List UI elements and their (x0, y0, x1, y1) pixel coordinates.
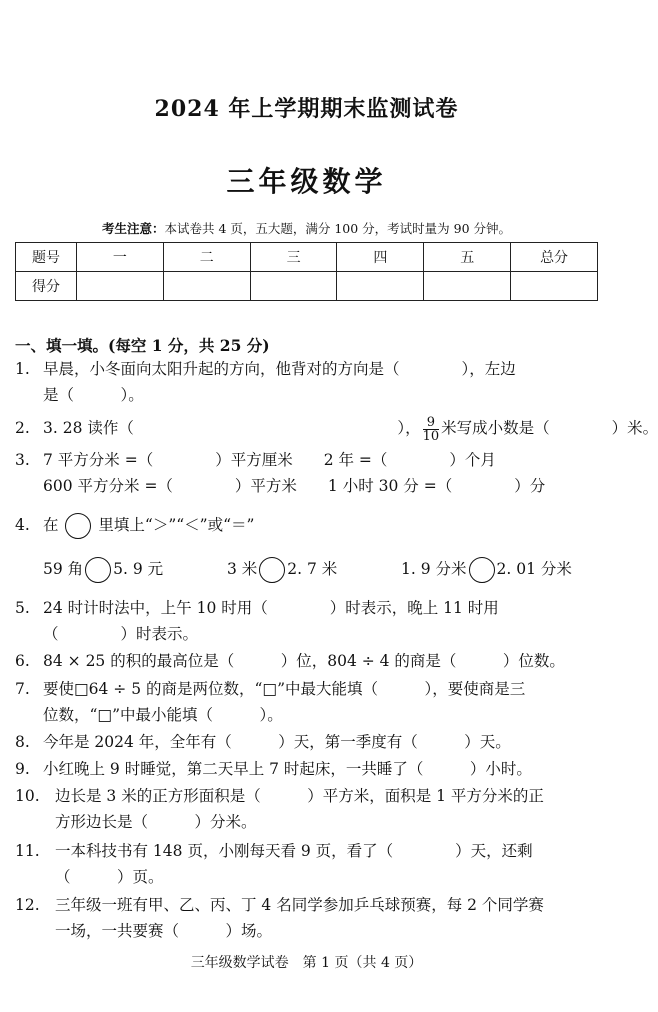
question-number: 7. (15, 680, 30, 698)
question-number: 1. (15, 360, 30, 378)
question-5 (15, 595, 600, 647)
question-text-part: 里填上“＞”“＜”或“＝” (98, 516, 255, 534)
compare-right: 5. 9 元 (113, 560, 164, 578)
question-text (43, 415, 658, 443)
question-text: 早晨，小冬面向太阳升起的方向，他背对的方向是（ ），左边 (43, 360, 516, 378)
score-header-cell: 总分 (511, 243, 598, 272)
compare-item-1 (43, 556, 163, 583)
question-text: 小红晚上 9 时睡觉，第二天早上 7 时起床，一共睡了（ ）小时。 (43, 760, 532, 778)
question-4 (15, 510, 600, 582)
question-text: （ ）时表示。 (43, 625, 199, 643)
score-input-cell[interactable] (250, 272, 337, 301)
exam-notice (0, 219, 613, 237)
score-input-cell[interactable] (424, 272, 511, 301)
score-table-header-row (16, 243, 598, 272)
question-number: 2. (15, 419, 30, 437)
question-number: 10. (15, 787, 40, 805)
compare-left: 1. 9 分米 (401, 560, 467, 578)
compare-right: 2. 7 米 (287, 560, 338, 578)
question-3 (15, 447, 600, 499)
exam-title: 2024 年上学期期末监测试卷 (154, 96, 459, 122)
question-11 (15, 838, 600, 890)
score-input-cell[interactable] (337, 272, 424, 301)
answer-circle[interactable] (469, 557, 495, 583)
question-9 (15, 756, 600, 782)
section-title: 一、填一填。(每空 1 分，共 25 分) (15, 336, 270, 355)
question-2 (15, 414, 658, 444)
page-footer: 三年级数学试卷 第 1 页（共 4 页） (190, 955, 423, 971)
question-10 (15, 783, 600, 835)
question-number: 4. (15, 516, 30, 534)
question-text: （ ）页。 (55, 868, 164, 886)
score-input-cell[interactable] (77, 272, 164, 301)
fraction-denominator: 10 (422, 428, 440, 444)
question-text-part: 3. 28 读作（ ）， (43, 419, 421, 437)
score-row-label: 得分 (16, 272, 77, 301)
score-header-cell: 题号 (16, 243, 77, 272)
question-text (43, 512, 254, 539)
compare-right: 2. 01 分米 (496, 560, 572, 578)
question-7 (15, 676, 600, 728)
score-header-cell: 五 (424, 243, 511, 272)
question-number: 8. (15, 733, 30, 751)
score-input-cell[interactable] (511, 272, 598, 301)
question-1 (15, 356, 600, 408)
compare-item-2 (227, 556, 337, 583)
question-12 (15, 892, 600, 944)
question-number: 12. (15, 896, 40, 914)
answer-circle[interactable] (65, 513, 91, 539)
compare-left: 59 角 (43, 560, 84, 578)
question-text: 三年级一班有甲、乙、丙、丁 4 名同学参加乒乓球预赛，每 2 个同学赛 (55, 896, 544, 914)
fraction-numerator: 9 (423, 416, 440, 430)
question-text: 84 × 25 的积的最高位是（ ）位，804 ÷ 4 的商是（ ）位数。 (43, 652, 565, 670)
question-text: 7 平方分米 =（ ）平方厘米 2 年 =（ ）个月 (43, 451, 496, 469)
fraction (423, 416, 440, 443)
score-header-cell: 二 (163, 243, 250, 272)
score-header-cell: 三 (250, 243, 337, 272)
question-text: 边长是 3 米的正方形面积是（ ）平方米，面积是 1 平方分米的正 (55, 787, 544, 805)
question-text-part: 在 (43, 516, 59, 534)
question-text-part: 米写成小数是（ ）米。 (441, 419, 658, 437)
question-text: 位数，“□”中最小能填（ ）。 (43, 706, 283, 724)
score-input-cell[interactable] (163, 272, 250, 301)
exam-subject: 三年级数学 (226, 165, 387, 198)
question-text: 要使□64 ÷ 5 的商是两位数，“□”中最大能填（ ），要使商是三 (43, 680, 526, 698)
compare-left: 3 米 (227, 560, 258, 578)
compare-item-3 (401, 556, 572, 583)
question-number: 5. (15, 599, 30, 617)
question-8 (15, 729, 600, 755)
question-text: 一场，一共要赛（ ）场。 (55, 922, 273, 940)
score-table (15, 242, 598, 301)
answer-circle[interactable] (85, 557, 111, 583)
question-number: 11. (15, 842, 40, 860)
notice-label: 考生注意： (101, 221, 165, 236)
question-text: 600 平方分米 =（ ）平方米 1 小时 30 分 =（ ）分 (43, 477, 546, 495)
score-table-score-row (16, 272, 598, 301)
notice-text: 本试卷共 4 页，五大题，满分 100 分，考试时量为 90 分钟。 (164, 221, 512, 236)
question-number: 6. (15, 652, 30, 670)
answer-circle[interactable] (259, 557, 285, 583)
score-header-cell: 四 (337, 243, 424, 272)
question-text: 是（ ）。 (43, 386, 144, 404)
question-text: 方形边长是（ ）分米。 (55, 813, 257, 831)
question-text: 一本科技书有 148 页，小刚每天看 9 页，看了（ ）天，还剩 (55, 842, 533, 860)
question-text: 今年是 2024 年，全年有（ ）天，第一季度有（ ）天。 (43, 733, 511, 751)
question-number: 3. (15, 451, 30, 469)
question-text: 24 时计时法中，上午 10 时用（ ）时表示，晚上 11 时用 (43, 599, 499, 617)
question-number: 9. (15, 760, 30, 778)
score-header-cell: 一 (77, 243, 164, 272)
question-6 (15, 648, 600, 674)
